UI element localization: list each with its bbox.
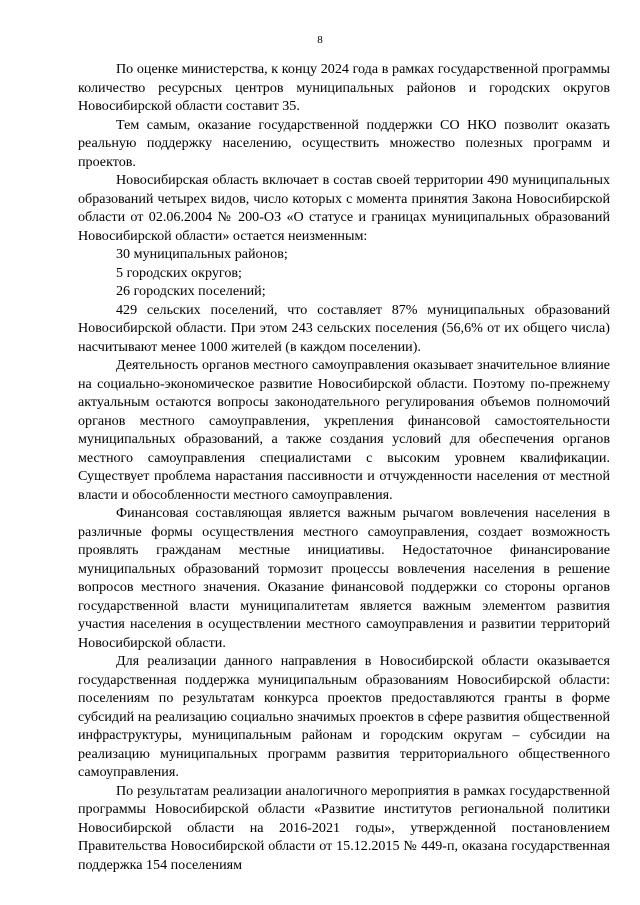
- document-body: [78, 60, 610, 874]
- paragraph-state-support: Для реализации данного направления в Новосибирской области оказывается государственная поддержка муниципальным образованиям Новосибирской области: поселениям по результатам конкурса проектов предоставляются гранты в форме субсидий на реализацию социально значимых проектов в сфере развития общественной инфраструктуры, муниципальным районам и городским округам – субсидии на реализацию муниципальных программ развития территориального общественного самоуправления.: [78, 653, 610, 780]
- paragraph-municipal-structure: Новосибирская область включает в состав своей территории 490 муниципальных образований четырех видов, число которых с момента принятия Закона Новосибирской области от 02.06.2004 № 200-ОЗ «О статусе и границах муниципальных образований Новосибирской области» остается неизменным:: [78, 172, 610, 244]
- list-item-rural-settlements: 429 сельских поселений, что составляет 87% муниципальных образований Новосибирской области. При этом 243 сельских поселения (56,6% от их общего числа) насчитывают менее 1000 жителей (в каждом поселении).: [78, 301, 610, 355]
- list-item-city-districts: 5 городских округов;: [116, 264, 242, 281]
- paragraph-local-government: Деятельность органов местного самоуправления оказывает значительное влияние на социально-экономическое развитие Новосибирской области. Поэтому по-прежнему актуальным остаются вопросы законодательного регулирования объемов полномочий органов местного самоуправления, укрепления финансовой самостоятельности муниципальных образований, а также создания условий для обеспечения органов местного самоуправления специалистами с высоким уровнем квалификации. Существует проблема нарастания пассивности и отчужденности населения от местной власти и обособленности местного самоуправления.: [78, 357, 610, 503]
- paragraph-program-results: По результатам реализации аналогичного мероприятия в рамках государственной программы Новосибирской области «Развитие институтов региональной политики Новосибирской области на 2016-2021 годы», утвержденной постановлением Правительства Новосибирской области от 15.12.2015 № 449-п, оказана государственная поддержка 154 поселениям: [78, 782, 610, 873]
- list-item-municipal-districts: 30 муниципальных районов;: [116, 246, 288, 262]
- paragraph-resource-centers: По оценке министерства, к концу 2024 года в рамках государственной программы количество ресурсных центров муниципальных районов и городских округов Новосибирской области составит 35.: [78, 61, 610, 114]
- paragraph-financial-component: Финансовая составляющая является важным рычагом вовлечения населения в различные формы осуществления местного самоуправления, создает возможность проявлять гражданам местные инициативы. Недостаточное финансирование муниципальных образований тормозит процессы вовлечения населения в решение вопросов местного значения. Оказание финансовой поддержки со стороны органов государственной власти муниципалитетам является важным элементом развития участия населения в осуществлении местного самоуправления и развитии территорий Новосибирской области.: [78, 505, 610, 651]
- list-item-urban-settlements: 26 городских поселений;: [116, 283, 266, 299]
- page-number: 8: [317, 34, 323, 46]
- paragraph-nko-support: Тем самым, оказание государственной поддержки СО НКО позволит оказать реальную поддержку населению, осуществить множество полезных программ и проектов.: [78, 116, 610, 170]
